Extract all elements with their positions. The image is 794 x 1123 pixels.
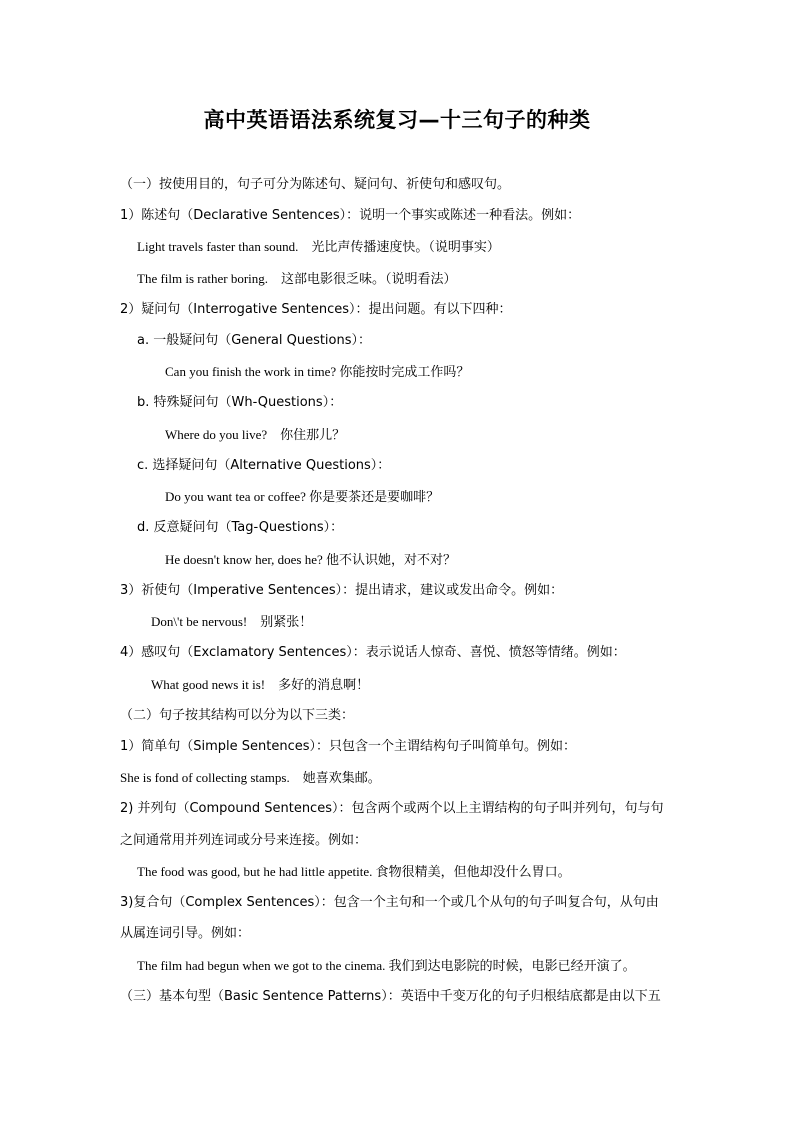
exclamatory-example: What good news it is! 多好的消息啊！ (151, 677, 370, 692)
declarative-definition: 1）陈述句（Declarative Sentences）：说明一个事实或陈述一种看法。例如： (120, 208, 581, 223)
declarative-example-2: The film is rather boring. 这部电影很乏味。（说明看法） (137, 271, 457, 286)
declarative-example-1: Light travels faster than sound. 光比声传播速度快。（说明事实） (137, 239, 500, 254)
section-3-heading: （三）基本句型（Basic Sentence Patterns）：英语中千变万化的句子归根结底都是由以下五 (120, 989, 661, 1004)
simple-sentences-example: She is fond of collecting stamps. 她喜欢集邮。 (120, 770, 381, 785)
tag-questions-heading: d. 反意疑问句（Tag-Questions）： (137, 520, 344, 535)
tag-questions-example: He doesn't know her, does he? 他不认识她，对不对？ (165, 552, 457, 567)
interrogative-definition: 2）疑问句（Interrogative Sentences）：提出问题。有以下四种： (120, 302, 512, 317)
complex-sentences-definition-cont: 从属连词引导。例如： (120, 926, 251, 941)
compound-sentences-definition-cont: 之间通常用并列连词或分号来连接。例如： (120, 833, 368, 848)
complex-sentences-example: The film had begun when we got to the cinema. 我们到达电影院的时候，电影已经开演了。 (137, 958, 636, 973)
section-1-heading: （一）按使用目的，句子可分为陈述句、疑问句、祈使句和感叹句。 (120, 177, 511, 192)
imperative-definition: 3）祈使句（Imperative Sentences）：提出请求，建议或发出命令。例如： (120, 583, 564, 598)
compound-sentences-definition: 2) 并列句（Compound Sentences）：包含两个或两个以上主谓结构的句子叫并列句，句与句 (120, 801, 664, 816)
general-questions-heading: a. 一般疑问句（General Questions）： (137, 333, 372, 348)
exclamatory-definition: 4）感叹句（Exclamatory Sentences）：表示说话人惊奇、喜悦、愤怒等情绪。例如： (120, 645, 626, 660)
imperative-example: Don\'t be nervous! 别紧张！ (151, 614, 313, 629)
complex-sentences-definition: 3)复合句（Complex Sentences）：包含一个主句和一个或几个从句的句子叫复合句，从句由 (120, 895, 659, 910)
simple-sentences-definition: 1）简单句（Simple Sentences）：只包含一个主谓结构句子叫简单句。例如： (120, 739, 577, 754)
wh-questions-heading: b. 特殊疑问句（Wh-Questions）： (137, 395, 343, 410)
general-questions-example: Can you finish the work in time? 你能按时完成工作吗？ (165, 364, 470, 379)
compound-sentences-example: The food was good, but he had little appetite. 食物很精美，但他却没什么胃口。 (137, 864, 571, 879)
document-title: 高中英语语法系统复习—十三句子的种类 (203, 108, 591, 132)
section-2-heading: （二）句子按其结构可以分为以下三类： (120, 708, 355, 723)
alternative-questions-heading: c. 选择疑问句（Alternative Questions）： (137, 458, 391, 473)
wh-questions-example: Where do you live? 你住那儿？ (165, 427, 346, 442)
alternative-questions-example: Do you want tea or coffee? 你是要茶还是要咖啡？ (165, 489, 440, 504)
